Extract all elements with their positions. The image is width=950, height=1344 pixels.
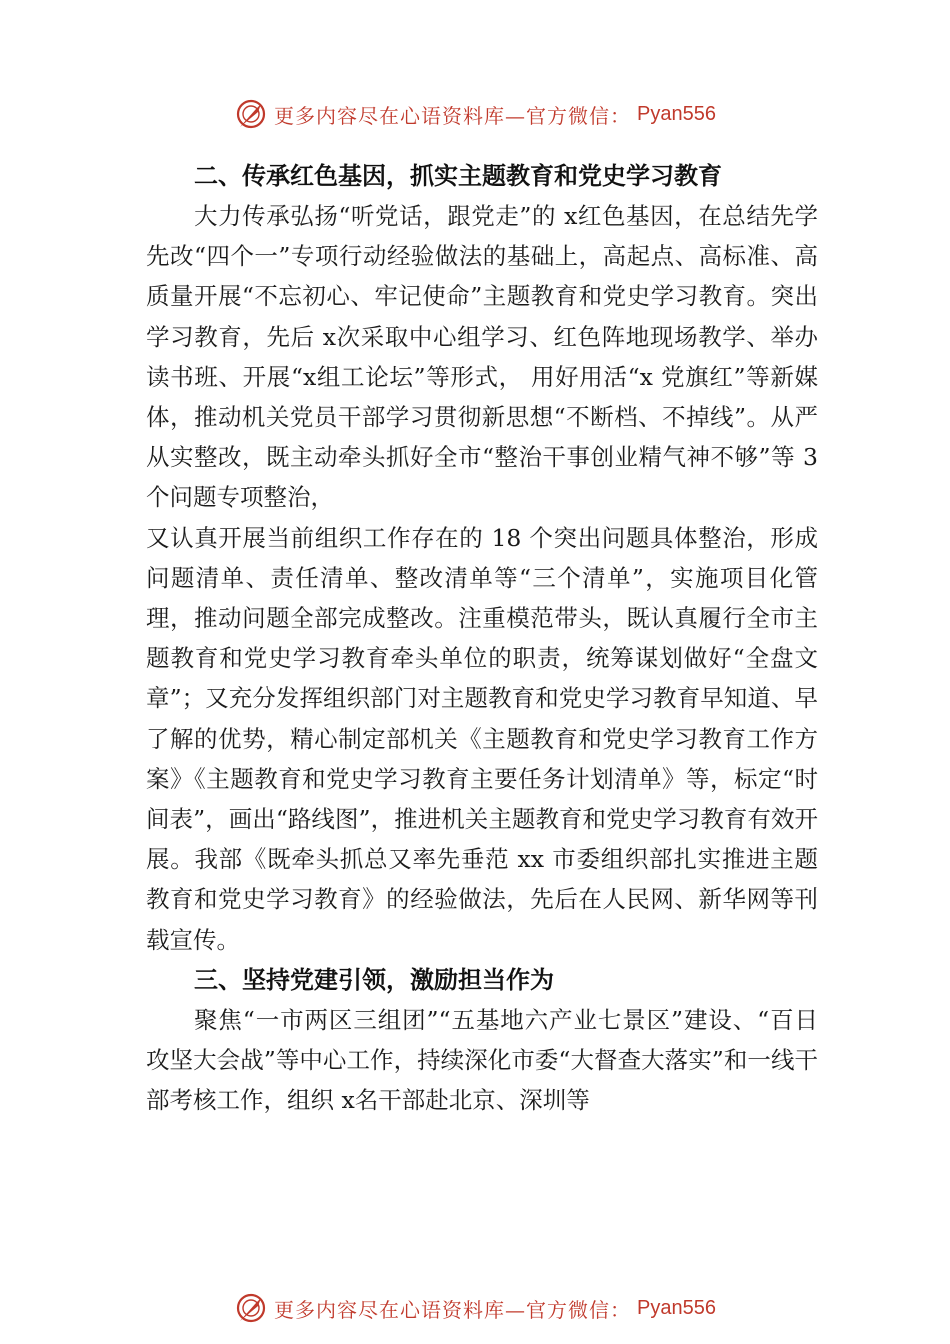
section-heading-3: 三、坚持党建引领，激励担当作为 xyxy=(194,965,554,994)
quill-seal-icon xyxy=(234,1291,268,1325)
quill-seal-icon xyxy=(234,97,268,131)
watermark-text: 更多内容尽在心语资料库—官方微信： xyxy=(274,1297,632,1322)
footer-watermark xyxy=(0,1288,950,1328)
section-3-paragraph: 聚焦“一市两区三组团”“五基地六产业七景区”建设、“百日攻坚大会战”等中心工作，持续深化市委“大督查大落实”和一线干部考核工作，组织 x名干部赴北京、深圳等 xyxy=(146,1005,818,1115)
section-2-paragraph-cont: 又认真开展当前组织工作存在的 18 个突出问题具体整治，形成问题清单、责任清单、整改清单等“三个清单”，实施项目化管理，推动问题全部完成整改。注重模范带头，既认真履行全市主题教育和党史学习教育牵头单位的职责，统筹谋划做好“全盘文章”；又充分发挥组织部门对主题教育和党史学习教育早知道、早了解的优势，精心制定部机关《主题教育和党史学习教育工作方案》《主题教育和党史学习教育主要任务计划清单》等，标定“时间表”，画出“路线图”，推进机关主题教育和党史学习教育有效开展。我部《既牵头抓总又率先垂范 xx 市委组织部扎实推进主题教育和党史学习教育》的经验做法，先后在人民网、新华网等刊载宣传。 xyxy=(146,523,818,954)
watermark-wechat-id: Pyan556 xyxy=(637,102,716,125)
section-2-paragraph: 大力传承弘扬“听党话，跟党走”的 x红色基因，在总结先学先改“四个一”专项行动经验做法的基础上，高起点、高标准、高质量开展“不忘初心、牢记使命”主题教育和党史学习教育。突出学习教育，先后 x次采取中心组学习、红色阵地现场教学、举办读书班、开展“x组工论坛”等形式， 用好用活“x 党旗红”等新媒体，推动机关党员干部学习贯彻新思想“不断档、不掉线”。从严从实整改，既主动牵头抓好全市“整治干事创业精气神不够”等 3 个问题专项整治， xyxy=(146,202,818,512)
watermark-wechat-id: Pyan556 xyxy=(637,1296,716,1319)
header-watermark xyxy=(0,94,950,134)
section-heading-2: 二、传承红色基因，抓实主题教育和党史学习教育 xyxy=(194,162,722,190)
document-body xyxy=(146,156,818,1120)
watermark-text: 更多内容尽在心语资料库—官方微信： xyxy=(274,103,632,128)
